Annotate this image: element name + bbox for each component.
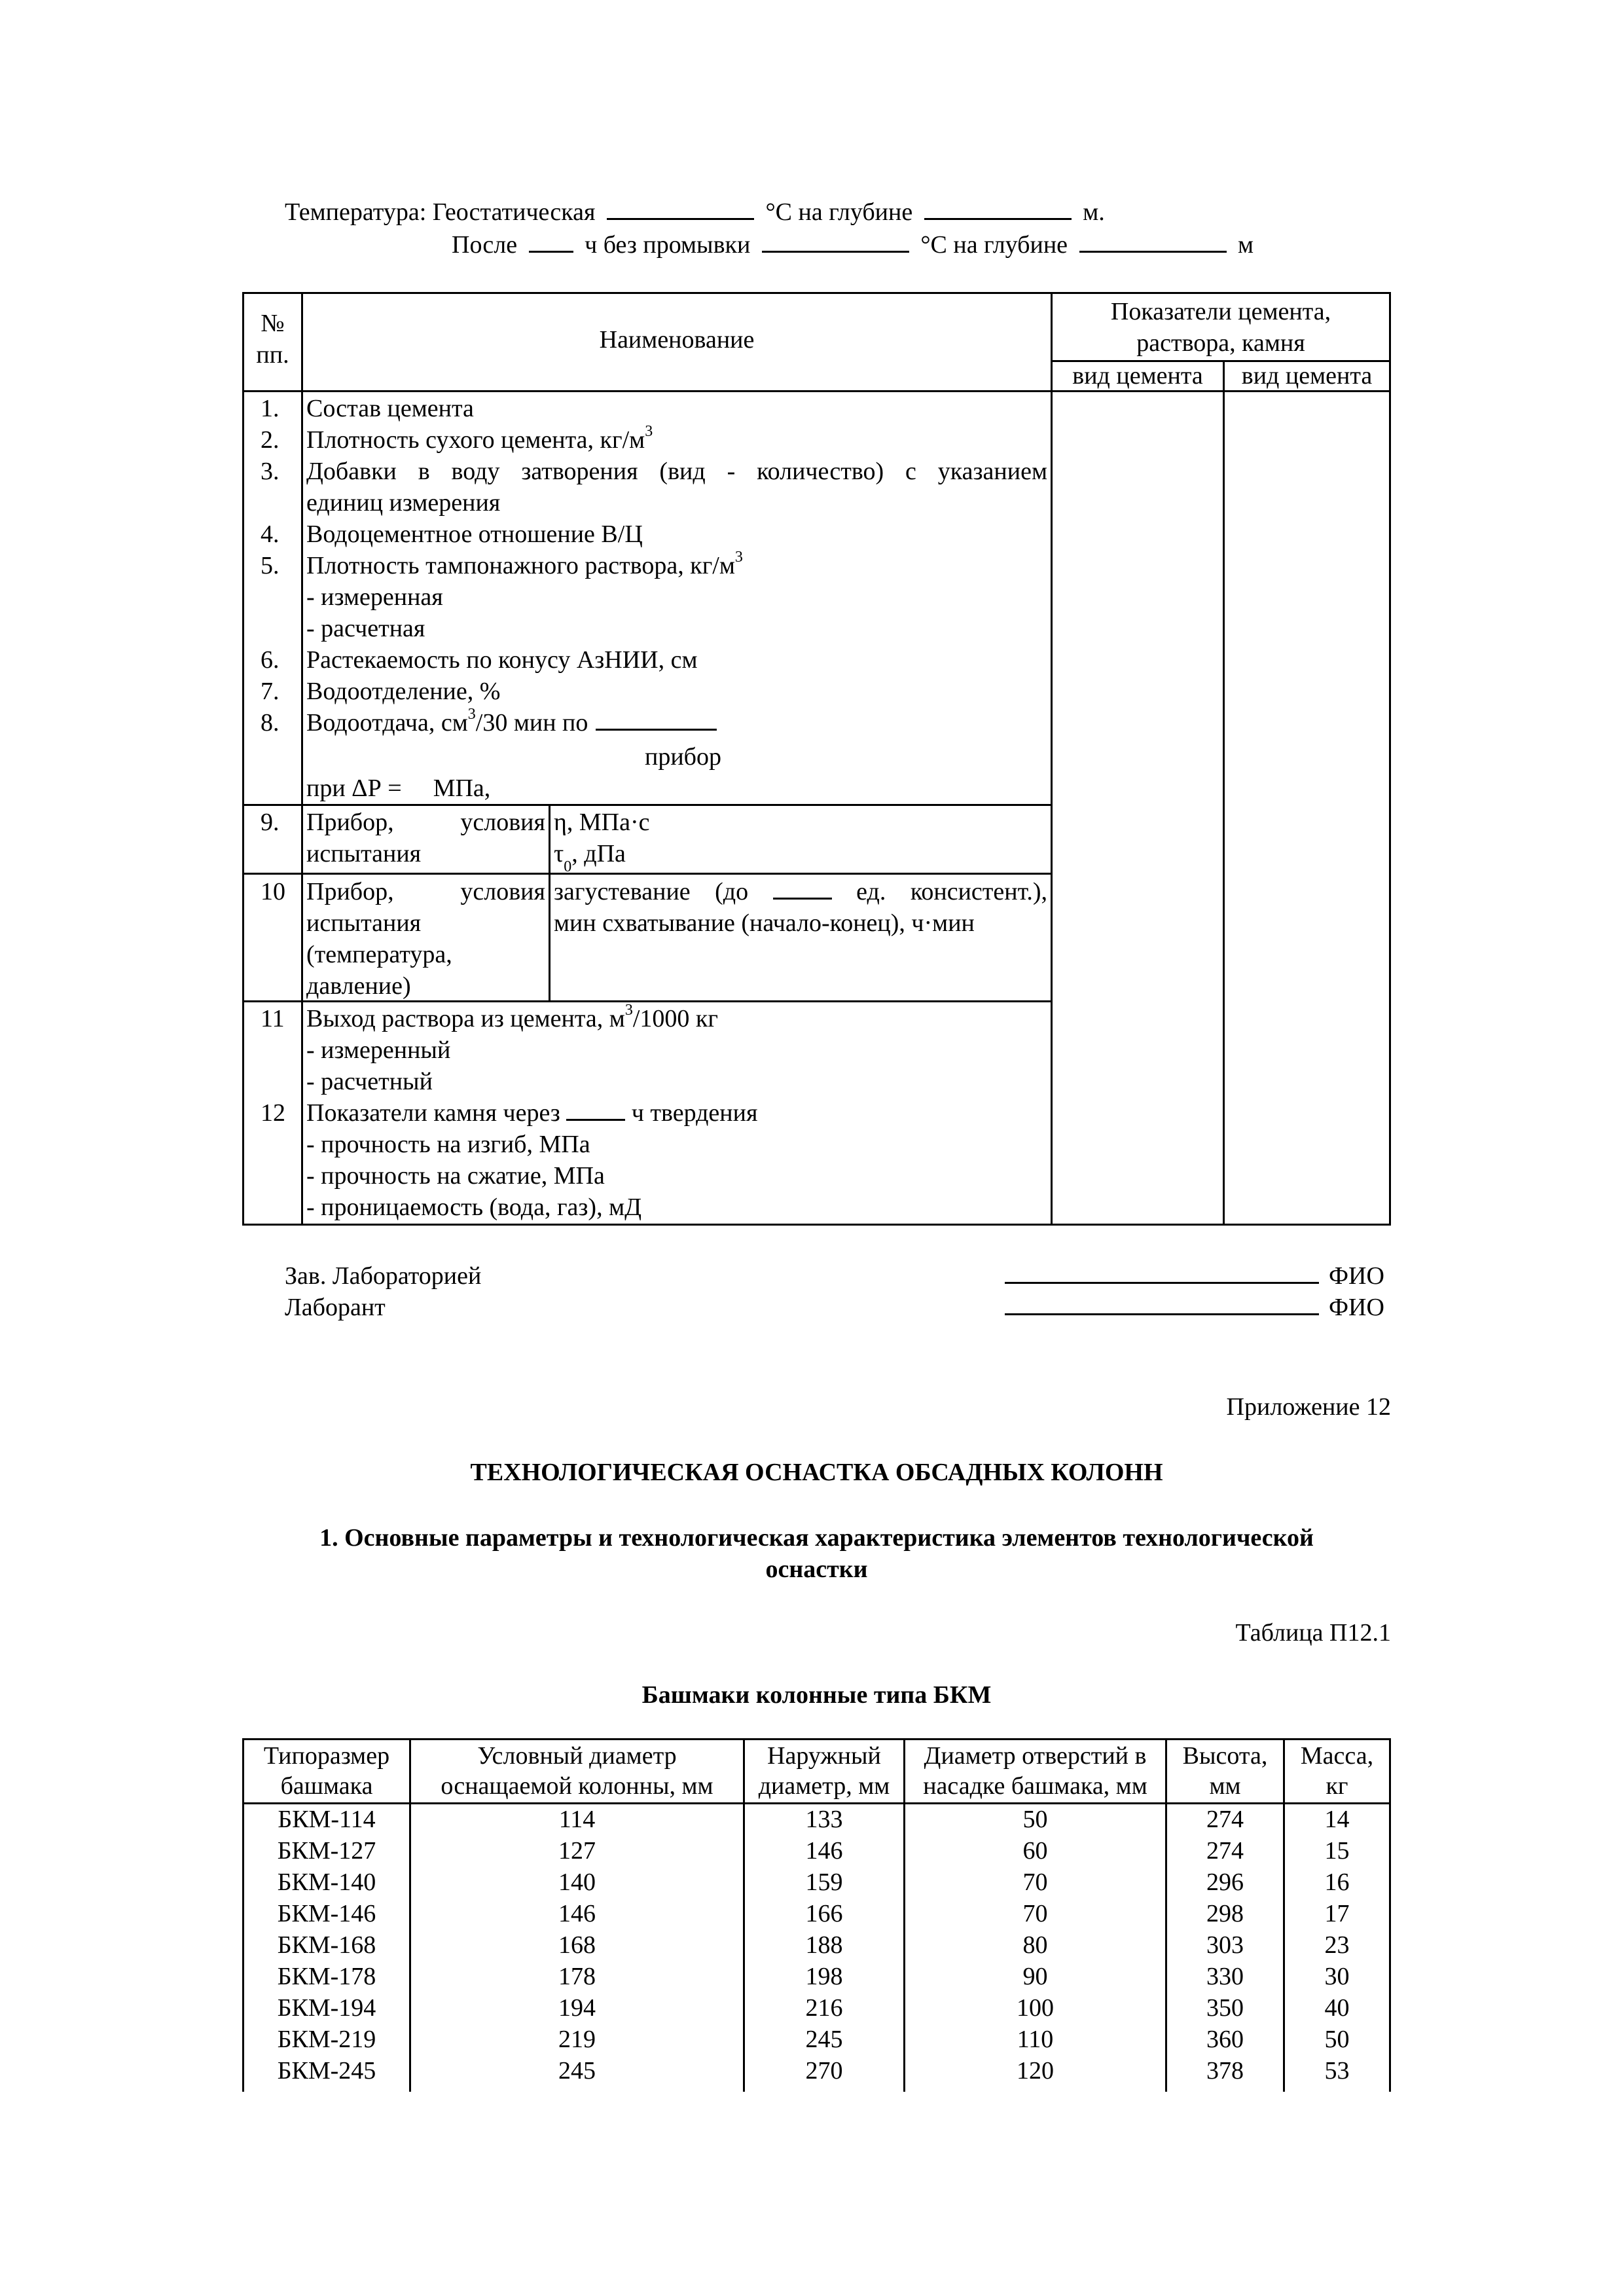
blank-field bbox=[529, 231, 573, 253]
row-number: 6. bbox=[261, 646, 280, 674]
table-cell: 70 bbox=[1022, 1868, 1048, 1896]
row-number: 11 bbox=[261, 1005, 285, 1032]
row-number: 7. bbox=[261, 678, 280, 705]
row-text: Прибор, условия bbox=[306, 809, 545, 836]
table-cell: 166 bbox=[805, 1900, 843, 1927]
table-cell: 120 bbox=[1017, 2057, 1054, 2085]
signature-head-label: Зав. Лабораторией bbox=[285, 1262, 482, 1290]
table-label: Таблица П12.1 bbox=[1235, 1619, 1391, 1647]
row-text: Прибор, условия bbox=[306, 878, 545, 905]
table-cell: БКМ-219 bbox=[277, 2026, 376, 2053]
table-cell: 274 bbox=[1206, 1806, 1244, 1833]
table-cell: 14 bbox=[1324, 1806, 1350, 1833]
col-header: оснащаемой колонны, мм bbox=[441, 1772, 713, 1800]
temp-label-geostatic: Температура: Геостатическая bbox=[285, 198, 596, 226]
table-cell: 274 bbox=[1206, 1837, 1244, 1865]
table-cell: 133 bbox=[805, 1806, 843, 1833]
table-cell: 146 bbox=[558, 1900, 596, 1927]
table-cell: 140 bbox=[558, 1868, 596, 1896]
fio-label: ФИО bbox=[1329, 1294, 1384, 1321]
header-indicators-1: Показатели цемента, bbox=[1110, 298, 1331, 325]
table-cell: 168 bbox=[558, 1931, 596, 1959]
row-number: 5. bbox=[261, 552, 280, 579]
table-cell: БКМ-245 bbox=[277, 2057, 376, 2085]
col-header: Типоразмер bbox=[263, 1742, 390, 1770]
row-number: 2. bbox=[261, 426, 280, 454]
row-number: 4. bbox=[261, 520, 280, 548]
row-text: Плотность сухого цемента, $кг/м^3$ bbox=[306, 423, 653, 454]
row-text: при ΔР = МПа, bbox=[306, 774, 491, 802]
row-text: - расчетный bbox=[306, 1068, 433, 1095]
row-text: $\tau_0$, дПа bbox=[554, 840, 626, 875]
table-cell: 60 bbox=[1022, 1837, 1048, 1865]
row-text: η, МПа·с bbox=[554, 809, 650, 836]
col-header: Условный диаметр bbox=[477, 1742, 677, 1770]
row-text: Водоотдача, $см^3/30$ мин по bbox=[306, 707, 717, 738]
appendix-label: Приложение 12 bbox=[1226, 1393, 1391, 1421]
table-cell: 23 bbox=[1324, 1931, 1350, 1959]
table-cell: 350 bbox=[1206, 1994, 1244, 2022]
table-cell: 296 bbox=[1206, 1868, 1244, 1896]
row-text: Растекаемость по конусу АзНИИ, см bbox=[306, 646, 698, 674]
table-cell: 15 bbox=[1324, 1837, 1350, 1865]
row-text: Состав цемента bbox=[306, 395, 474, 422]
col-header: кг bbox=[1326, 1772, 1348, 1800]
table-cell: 53 bbox=[1324, 2057, 1350, 2085]
col-header: Наружный bbox=[767, 1742, 881, 1770]
appendix-title: ТЕХНОЛОГИЧЕСКАЯ ОСНАСТКА ОБСАДНЫХ КОЛОНН bbox=[470, 1459, 1163, 1486]
row-number: 10 bbox=[261, 878, 285, 905]
header-name: Наименование bbox=[599, 326, 755, 354]
table-cell: 270 bbox=[805, 2057, 843, 2085]
row-text: (температура, bbox=[306, 941, 452, 968]
row-text: - прочность на сжатие, МПа bbox=[306, 1162, 605, 1190]
table-cell: БКМ-114 bbox=[278, 1806, 376, 1833]
table-cell: 178 bbox=[558, 1963, 596, 1990]
section-heading-cont: оснастки bbox=[765, 1556, 868, 1583]
row-text: испытания bbox=[306, 909, 422, 937]
table-cell: 303 bbox=[1206, 1931, 1244, 1959]
row-text: Плотность тампонажного раствора, $кг/м^3$ bbox=[306, 549, 743, 579]
row-text: Водоцементное отношение В/Ц bbox=[306, 520, 643, 548]
row-number: 8. bbox=[261, 709, 280, 737]
table-cell: 80 bbox=[1022, 1931, 1048, 1959]
row-number: 12 bbox=[261, 1099, 285, 1127]
table-cell: БКМ-127 bbox=[277, 1837, 376, 1865]
table-title: Башмаки колонные типа БКМ bbox=[641, 1681, 992, 1709]
blank-field bbox=[773, 878, 832, 900]
signature-line bbox=[1005, 1313, 1319, 1315]
header-cement-type-a: вид цемента bbox=[1072, 362, 1203, 390]
row-text: - измеренная bbox=[306, 583, 443, 611]
row-text: - расчетная bbox=[306, 615, 425, 642]
header-indicators-2: раствора, камня bbox=[1136, 329, 1305, 357]
row-text: прибор bbox=[645, 743, 722, 771]
table-cell: БКМ-178 bbox=[277, 1963, 376, 1990]
blank-field bbox=[566, 1099, 625, 1121]
col-header: мм bbox=[1209, 1772, 1241, 1800]
col-header: Диаметр отверстий в bbox=[924, 1742, 1147, 1770]
row-text: мин схватывание (начало-конец), ч·мин bbox=[554, 909, 975, 937]
row-text: испытания bbox=[306, 840, 422, 867]
table-cell: 70 bbox=[1022, 1900, 1048, 1927]
fio-label: ФИО bbox=[1329, 1262, 1384, 1290]
table-cell: 146 bbox=[805, 1837, 843, 1865]
row-text: - прочность на изгиб, МПа bbox=[306, 1131, 590, 1158]
table-cell: БКМ-168 bbox=[277, 1931, 376, 1959]
temp-label-nowash: ч без промывки bbox=[585, 231, 751, 259]
table-cell: 245 bbox=[805, 2026, 843, 2053]
row-number: 3. bbox=[261, 458, 280, 485]
row-text: давление) bbox=[306, 972, 411, 1000]
table-cell: БКМ-146 bbox=[277, 1900, 376, 1927]
table-cell: 40 bbox=[1324, 1994, 1350, 2022]
signature-line bbox=[1005, 1282, 1319, 1284]
row-number: 1. bbox=[261, 395, 280, 422]
temp-label-unit: м. bbox=[1083, 198, 1105, 226]
blank-field bbox=[762, 231, 909, 253]
blank-field bbox=[607, 198, 754, 220]
table-cell: 50 bbox=[1324, 2026, 1350, 2053]
temp-label-depth2: °С на глубине bbox=[920, 231, 1068, 259]
col-header: Высота, bbox=[1182, 1742, 1268, 1770]
blank-field bbox=[1079, 231, 1227, 253]
table-cell: БКМ-194 bbox=[277, 1994, 376, 2022]
table-cell: 378 bbox=[1206, 2057, 1244, 2085]
row-text: Выход раствора из цемента, $м^3/1000$ кг bbox=[306, 1002, 718, 1032]
row-text: единиц измерения bbox=[306, 489, 501, 517]
row-number: 9. bbox=[261, 809, 280, 836]
table-cell: 159 bbox=[805, 1868, 843, 1896]
col-header: насадке башмака, мм bbox=[923, 1772, 1147, 1800]
blank-field bbox=[924, 198, 1072, 220]
temp-label-depth: °С на глубине bbox=[765, 198, 913, 226]
table-cell: БКМ-140 bbox=[277, 1868, 376, 1896]
temp-label-unit2: м bbox=[1238, 231, 1254, 259]
temp-label-after: После bbox=[452, 231, 518, 259]
header-no: № bbox=[261, 310, 285, 337]
table-cell: 298 bbox=[1206, 1900, 1244, 1927]
table-cell: 127 bbox=[558, 1837, 596, 1865]
col-header: Масса, bbox=[1300, 1742, 1374, 1770]
header-no2: пп. bbox=[256, 341, 289, 369]
table-cell: 194 bbox=[558, 1994, 596, 2022]
table-cell: 17 bbox=[1324, 1900, 1350, 1927]
table-cell: 188 bbox=[805, 1931, 843, 1959]
table-cell: 100 bbox=[1017, 1994, 1054, 2022]
table-cell: 216 bbox=[805, 1994, 843, 2022]
row-text: - измеренный bbox=[306, 1036, 451, 1064]
row-text: - проницаемость (вода, газ), мД bbox=[306, 1194, 642, 1221]
table-cell: 30 bbox=[1324, 1963, 1350, 1990]
table-cell: 219 bbox=[558, 2026, 596, 2053]
col-header: диаметр, мм bbox=[758, 1772, 890, 1800]
row-text: Добавки в воду затворения (вид - количество) с указанием bbox=[306, 458, 1047, 485]
table-cell: 110 bbox=[1017, 2026, 1054, 2053]
table-cell: 114 bbox=[558, 1806, 596, 1833]
table-cell: 90 bbox=[1022, 1963, 1048, 1990]
signature-assistant-label: Лаборант bbox=[285, 1294, 386, 1321]
section-heading: 1. Основные параметры и технологическая характеристика элементов технологической bbox=[319, 1524, 1314, 1552]
header-cement-type-b: вид цемента bbox=[1241, 362, 1373, 390]
col-header: башмака bbox=[280, 1772, 373, 1800]
table-cell: 330 bbox=[1206, 1963, 1244, 1990]
table-cell: 245 bbox=[558, 2057, 596, 2085]
table-cell: 16 bbox=[1324, 1868, 1350, 1896]
table-cell: 50 bbox=[1022, 1806, 1048, 1833]
table-cell: 198 bbox=[805, 1963, 843, 1990]
row-text: Показатели камня через ч твердения bbox=[306, 1099, 758, 1127]
blank-field bbox=[596, 709, 717, 731]
row-text: загустевание (до ед. консистент.), bbox=[554, 878, 1047, 905]
row-text: Водоотделение, % bbox=[306, 678, 501, 705]
table-cell: 360 bbox=[1206, 2026, 1244, 2053]
